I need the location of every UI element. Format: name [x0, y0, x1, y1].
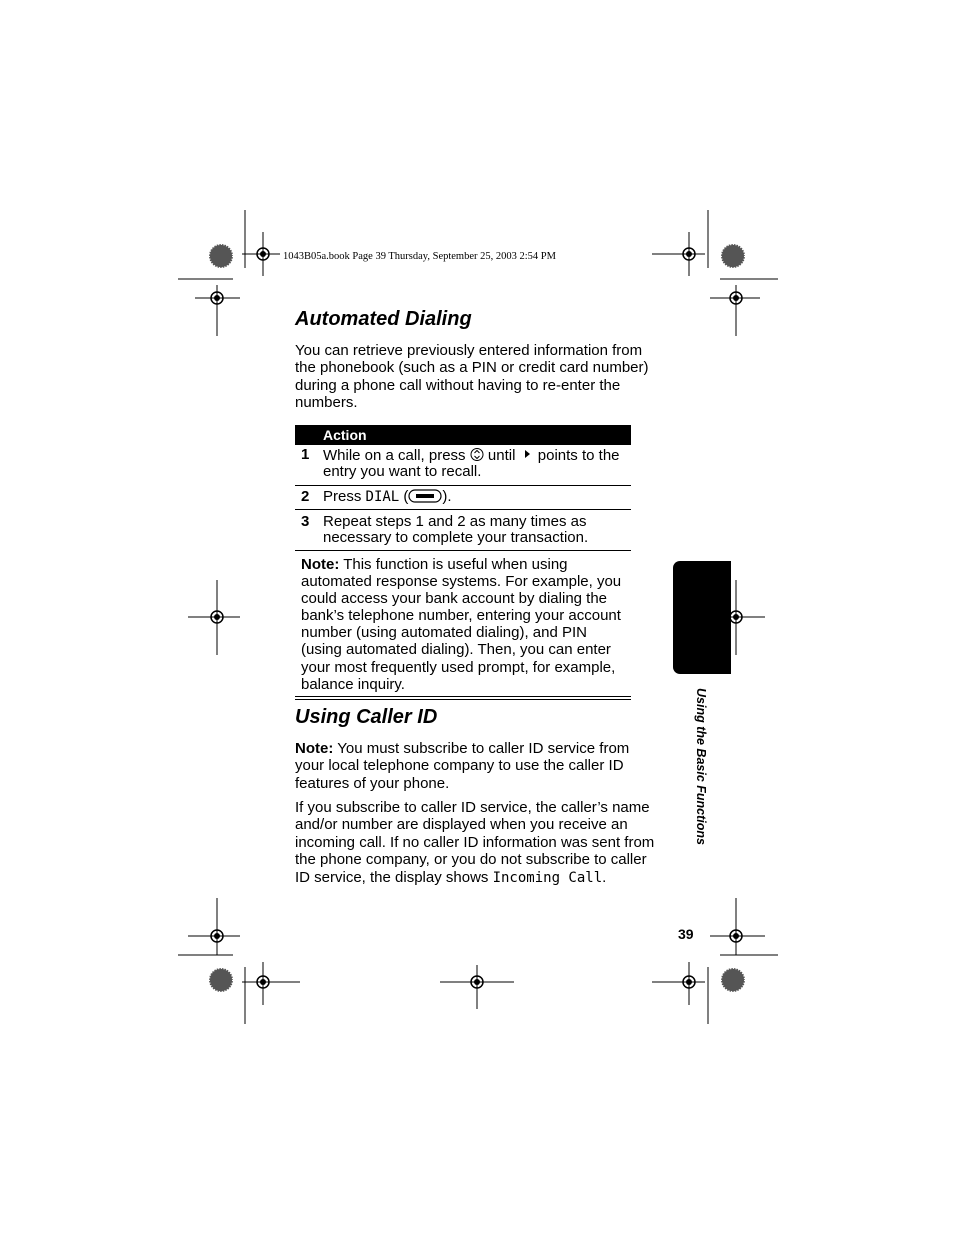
note-text: You must subscribe to caller ID service from your local telephone company to use the caller ID features of your phone. — [295, 740, 630, 792]
navigation-key-icon — [470, 447, 484, 462]
automated-dialing-intro: You can retrieve previously entered information from the phonebook (such as a PIN or credit card number) during a phone call without having to re-enter the numbers. — [295, 342, 649, 412]
caller-id-note — [295, 740, 657, 792]
note-text: This function is useful when using automated response systems. For example, you could access your bank account by dialing the bank’s telephone number, entering your account number (using automated dialing), and PIN (using automated dialing). Then, you can enter your most frequently used prompt, for example, balance inquiry. — [301, 556, 622, 693]
print-header: 1043B05a.book Page 39 Thursday, September 25, 2003 2:54 PM — [283, 251, 556, 262]
section-title-automated-dialing: Automated Dialing — [295, 308, 472, 330]
display-key-label: DIAL — [365, 489, 400, 505]
table-note — [295, 551, 631, 696]
step-number: 1 — [301, 446, 310, 463]
table-row — [295, 445, 631, 486]
action-table-header: Action — [295, 425, 631, 445]
display-text-incoming-call: Incoming Call — [492, 869, 603, 886]
step-text: Repeat steps 1 and 2 as many times as necessary to complete your transaction. — [323, 513, 589, 547]
caller-id-paragraph: If you subscribe to caller ID service, the caller’s name and/or number are displayed when you receive an incoming call. If no caller ID information was sent from the phone company, or you do not subscribe to caller ID service, the display shows Incoming Call. — [295, 799, 655, 886]
step-text: While on a call, press until points to the entry you want to recall. — [323, 447, 620, 481]
right-pointer-icon — [520, 448, 534, 460]
step-text: Press DIAL ( ). — [323, 488, 452, 505]
table-row — [295, 486, 631, 510]
table-bottom-rule — [295, 696, 631, 700]
section-title-using-caller-id: Using Caller ID — [295, 706, 438, 728]
table-row — [295, 510, 631, 551]
step-number: 3 — [301, 513, 310, 530]
note-label: Note: — [295, 740, 334, 757]
action-table — [295, 425, 631, 700]
step-number: 2 — [301, 488, 310, 505]
soft-key-icon — [408, 489, 442, 503]
chapter-label: Using the Basic Functions — [694, 688, 708, 845]
chapter-tab — [673, 561, 731, 674]
page-number: 39 — [678, 926, 694, 942]
note-label: Note: — [301, 556, 340, 573]
